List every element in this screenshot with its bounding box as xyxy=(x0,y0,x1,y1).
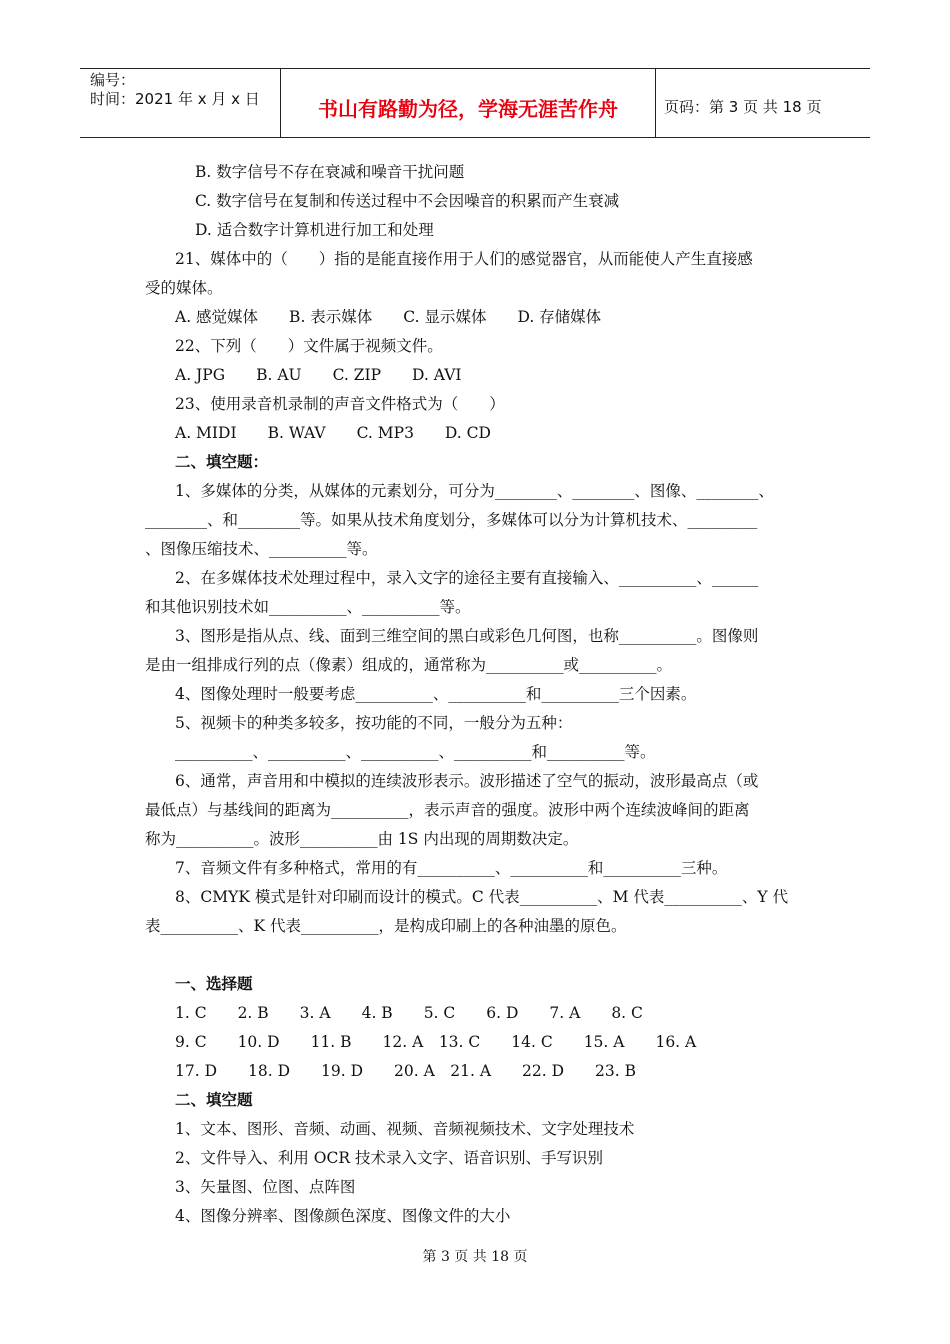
fill-q4: 4、图像处理时一般要考虑__________、__________和__________三个因素。 xyxy=(175,685,697,703)
fill-q6: 6、通常，声音用和中模拟的连续波形表示。波形描述了空气的振动，波形最高点（或 xyxy=(175,772,759,790)
fill-q6-cont: 称为__________。波形__________由 1S 内出现的周期数决定。 xyxy=(145,830,579,848)
fill-q5-blanks: __________、__________、__________、__________和__________等。 xyxy=(175,743,656,761)
fill-q2-cont: 和其他识别技术如__________、__________等。 xyxy=(145,598,471,616)
spacer xyxy=(145,941,815,970)
question-23-options: A. MIDI B. WAV C. MP3 D. CD xyxy=(175,424,491,442)
answers-heading-fill: 二、填空题 xyxy=(175,1091,253,1109)
page-header xyxy=(80,68,870,138)
question-22-options: A. JPG B. AU C. ZIP D. AVI xyxy=(175,366,462,384)
fill-q6-cont: 最低点）与基线间的距离为__________，表示声音的强度。波形中两个连续波峰间的距离 xyxy=(145,801,750,819)
answer-fill-4: 4、图像分辨率、图像颜色深度、图像文件的大小 xyxy=(175,1207,511,1225)
question-21-options: A. 感觉媒体 B. 表示媒体 C. 显示媒体 D. 存储媒体 xyxy=(175,308,602,326)
doc-number-label: 编号： xyxy=(90,71,136,89)
fill-q1: 1、多媒体的分类，从媒体的元素划分，可分为________、________、图像、________、 xyxy=(175,482,774,500)
option-d: D. 适合数字计算机进行加工和处理 xyxy=(195,221,434,239)
fill-q1-cont: 、图像压缩技术、__________等。 xyxy=(145,540,378,558)
fill-q8-cont: 表__________、K 代表__________，是构成印刷上的各种油墨的原色。 xyxy=(145,917,627,935)
document-body xyxy=(145,158,815,1231)
answers-heading-choice: 一、选择题 xyxy=(175,975,253,993)
header-center-cell xyxy=(280,69,656,137)
answers-row-1: 1. C 2. B 3. A 4. B 5. C 6. D 7. A 8. C xyxy=(175,1004,643,1022)
option-c: C. 数字信号在复制和传送过程中不会因噪音的积累而产生衰减 xyxy=(195,192,620,210)
date-label: 时间：2021 年 x 月 x 日 xyxy=(90,90,260,108)
answers-row-2: 9. C 10. D 11. B 12. A 13. C 14. C 15. A 16. A xyxy=(175,1033,697,1051)
question-21: 21、媒体中的（ ）指的是能直接作用于人们的感觉器官，从而能使人产生直接感 xyxy=(175,250,753,268)
answer-fill-1: 1、文本、图形、音频、动画、视频、音频视频技术、文字处理技术 xyxy=(175,1120,635,1138)
question-21-cont: 受的媒体。 xyxy=(145,279,223,297)
section-heading-fill: 二、填空题： xyxy=(175,453,269,471)
page-footer: 第 3 页 共 18 页 xyxy=(422,1249,528,1265)
fill-q2: 2、在多媒体技术处理过程中，录入文字的途径主要有直接输入、__________、______ xyxy=(175,569,759,587)
question-22: 22、下列（ ）文件属于视频文件。 xyxy=(175,337,443,355)
answer-fill-2: 2、文件导入、利用 OCR 技术录入文字、语音识别、手写识别 xyxy=(175,1149,603,1167)
answer-fill-3: 3、矢量图、位图、点阵图 xyxy=(175,1178,356,1196)
fill-q3-cont: 是由一组排成行列的点（像素）组成的，通常称为__________或__________。 xyxy=(145,656,673,674)
fill-q3: 3、图形是指从点、线、面到三维空间的黑白或彩色几何图，也称__________。图像则 xyxy=(175,627,759,645)
fill-q5: 5、视频卡的种类多较多，按功能的不同，一般分为五种： xyxy=(175,714,573,732)
page-indicator: 页码：第 3 页 共 18 页 xyxy=(664,98,822,116)
header-left-cell xyxy=(80,69,280,137)
motto: 书山有路勤为径，学海无涯苦作舟 xyxy=(318,97,618,121)
question-23: 23、使用录音机录制的声音文件格式为（ ） xyxy=(175,395,505,413)
answers-row-3: 17. D 18. D 19. D 20. A 21. A 22. D 23. B xyxy=(175,1062,637,1080)
fill-q8: 8、CMYK 模式是针对印刷而设计的模式。C 代表__________、M 代表__________、Y 代 xyxy=(175,888,789,906)
option-b: B. 数字信号不存在衰减和噪音干扰问题 xyxy=(195,163,465,181)
fill-q1-cont: ________、和________等。如果从技术角度划分，多媒体可以分为计算机技术、_________ xyxy=(145,511,758,529)
fill-q7: 7、音频文件有多种格式，常用的有__________、__________和__________三种。 xyxy=(175,859,728,877)
